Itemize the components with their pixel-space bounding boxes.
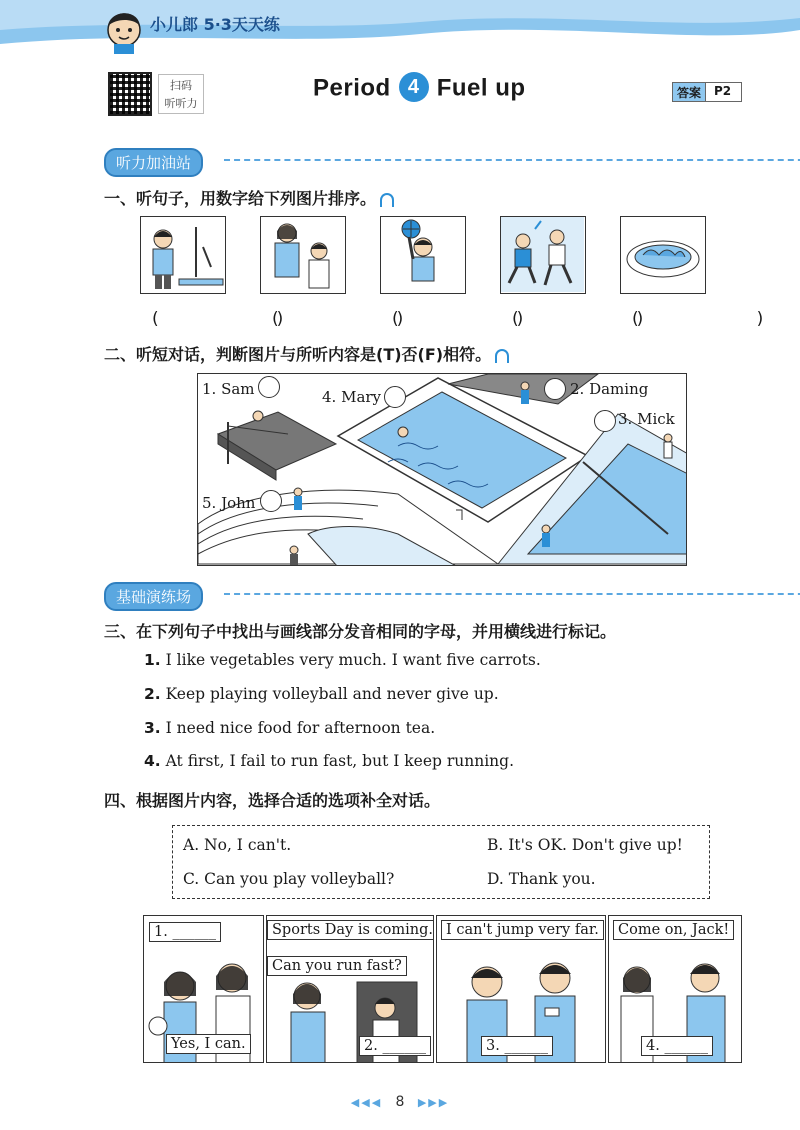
answer-circle-mary[interactable] (384, 386, 406, 408)
prev-arrows-icon: ◀◀◀ (350, 1096, 383, 1109)
sentence-number: 3. (144, 719, 161, 737)
sentence-number: 1. (144, 651, 161, 669)
boy-with-basketball-illustration (381, 217, 464, 292)
page-footer (0, 1094, 800, 1110)
comic-panel-4 (608, 915, 742, 1063)
speech-bubble-sports-day: Sports Day is coming. (267, 920, 434, 940)
answer-label: 答案 (673, 83, 706, 101)
option-c: C. Can you play volleyball? (183, 870, 395, 888)
options-box (172, 825, 710, 899)
answer-paren-5[interactable]: ( ) (632, 309, 792, 329)
question-1-text: 一、听句子，用数字给下列图片排序。 (104, 189, 377, 208)
section-label: 基础演练场 (104, 582, 203, 611)
plate-of-food-illustration (621, 217, 704, 292)
comic-panel-3 (436, 915, 606, 1063)
speech-bubble-1[interactable]: 1. ______ (149, 922, 221, 942)
sentence-text[interactable]: At first, I fail to run fast, but I keep running. (165, 752, 515, 770)
label-mick: 3. Mick (618, 410, 675, 428)
answer-paren-2[interactable]: ( ) (272, 309, 432, 329)
picture-3 (380, 216, 466, 294)
option-d: D. Thank you. (487, 870, 596, 888)
section-divider (224, 159, 800, 161)
sentence-3 (144, 719, 435, 737)
label-john: 5. John (202, 494, 256, 512)
mascot-icon (100, 4, 148, 54)
qr-caption (158, 74, 204, 114)
question-4-heading: 四、根据图片内容，选择合适的选项补全对话。 (104, 791, 441, 810)
sentence-text[interactable]: I like vegetables very much. I want five carrots. (165, 651, 541, 669)
picture-1 (140, 216, 226, 294)
qr-code[interactable] (108, 72, 152, 116)
label-sam: 1. Sam (202, 380, 255, 398)
question-3-heading: 三、在下列句子中找出与画线部分发音相同的字母，并用横线进行标记。 (104, 622, 617, 641)
teacher-and-girl-illustration (261, 217, 344, 292)
answer-circle-daming[interactable] (544, 378, 566, 400)
sentence-text[interactable]: I need nice food for afternoon tea. (165, 719, 436, 737)
sentence-4 (144, 752, 514, 770)
comic-panel-2 (266, 915, 434, 1063)
answer-page: P2 (714, 84, 732, 98)
answer-circle-john[interactable] (260, 490, 282, 512)
sentence-number: 2. (144, 685, 161, 703)
sports-field-illustration (198, 374, 687, 566)
answer-circle-sam[interactable] (258, 376, 280, 398)
sports-field-scene (197, 373, 687, 566)
section-label: 听力加油站 (104, 148, 203, 177)
label-daming: 2. Daming (570, 380, 649, 398)
speech-bubble-2[interactable]: 2. ______ (359, 1036, 431, 1056)
picture-5 (620, 216, 706, 294)
answer-paren-1[interactable]: ( ) (152, 309, 312, 329)
comic-panel-1 (143, 915, 264, 1063)
headphones-icon (380, 193, 394, 207)
speech-bubble-reply: Yes, I can. (166, 1034, 251, 1054)
headphones-icon (495, 349, 509, 363)
two-boys-running-illustration (501, 217, 584, 292)
page-number: 8 (395, 1094, 405, 1110)
label-mary: 4. Mary (322, 388, 382, 406)
answer-circle-mick[interactable] (594, 410, 616, 432)
option-a: A. No, I can't. (183, 836, 292, 854)
speech-bubble-3[interactable]: 3. ______ (481, 1036, 553, 1056)
next-arrows-icon: ▶▶▶ (417, 1096, 450, 1109)
sentence-text[interactable]: Keep playing volleyball and never give up. (165, 685, 499, 703)
question-1-heading (104, 186, 394, 209)
question-2-text: 二、听短对话，判断图片与所听内容是(T)否(F)相符。 (104, 345, 492, 364)
page-title (313, 74, 526, 104)
picture-2 (260, 216, 346, 294)
question-2-heading (104, 342, 509, 365)
qr-caption-line1: 扫码 (170, 79, 192, 92)
sentence-1 (144, 651, 541, 669)
speech-bubble-run-fast: Can you run fast? (267, 956, 407, 976)
section-header-listening (104, 148, 203, 172)
qr-caption-line2: 听听力 (164, 97, 198, 110)
boy-basketball-hoop-illustration (141, 217, 224, 292)
sentence-2 (144, 685, 499, 703)
brand-logo-text: 小儿郎 5·3天天练 (150, 15, 280, 34)
answer-paren-4[interactable]: ( ) (512, 309, 672, 329)
speech-bubble-cant-jump: I can't jump very far. (441, 920, 604, 940)
speech-bubble-4[interactable]: 4. ______ (641, 1036, 713, 1056)
picture-4 (500, 216, 586, 294)
answer-reference (672, 82, 742, 102)
sentence-number: 4. (144, 752, 161, 770)
period-number-badge: 4 (399, 72, 429, 102)
section-divider (224, 593, 800, 595)
option-b: B. It's OK. Don't give up! (487, 836, 683, 854)
title-suffix: Fuel up (436, 74, 526, 102)
title-prefix: Period (313, 74, 391, 102)
speech-bubble-come-on: Come on, Jack! (613, 920, 734, 940)
section-header-practice (104, 582, 203, 606)
answer-paren-3[interactable]: ( ) (392, 309, 552, 329)
